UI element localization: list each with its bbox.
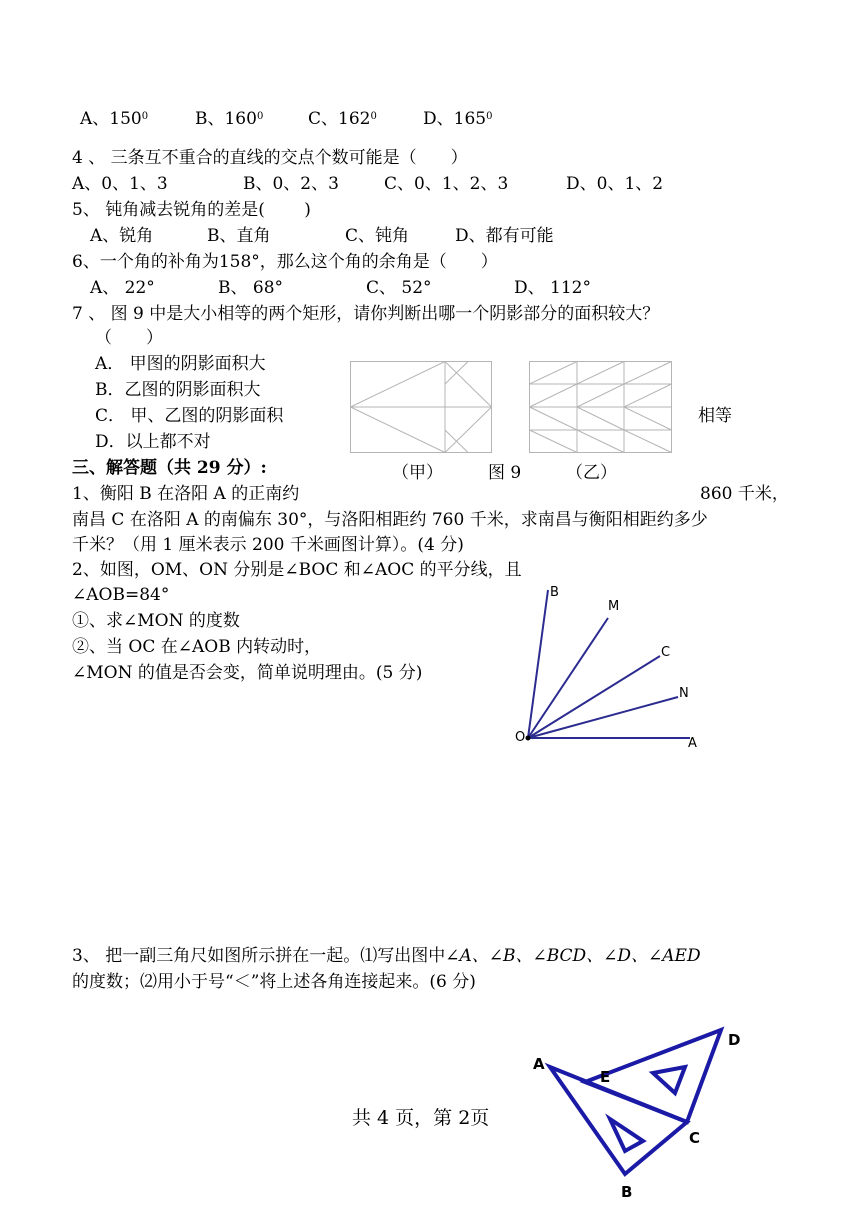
q6-option-b: B、 68° — [218, 278, 284, 298]
q7-stem: 7 、 图 9 中是大小相等的两个矩形，请你判断出哪一个阴影部分的面积较大？ — [72, 304, 660, 324]
p1-line1-start: 1、衡阳 B 在洛阳 A 的正南约 — [72, 484, 300, 504]
figure-9-caption: 图 9 — [488, 463, 522, 483]
p2-line2: ∠AOB=84° — [72, 585, 170, 605]
ray-c-label: C — [661, 645, 671, 660]
angle-bisector-figure — [510, 580, 710, 755]
q3-option-a: A、$150^0$ — [80, 109, 149, 129]
point-o-label: O — [515, 730, 526, 745]
vertex-c-label: C — [689, 1129, 701, 1147]
ray-b-label: B — [550, 585, 559, 600]
p2-line3: ①、求∠MON 的度数 — [72, 611, 240, 631]
q6-option-c: C、 52° — [366, 278, 432, 298]
vertex-d-label: D — [728, 1031, 741, 1049]
ray-n-label: N — [679, 686, 689, 701]
q4-option-a: A、0、1、3 — [72, 174, 168, 194]
q7-option-c: C． 甲、乙图的阴影面积 — [95, 406, 284, 426]
q7-option-d: D．以上都不对 — [95, 432, 211, 452]
figure-9-yi-label: （乙） — [566, 463, 617, 483]
q5-option-b: B、直角 — [207, 226, 271, 246]
p2-line5: ∠MON 的值是否会变，简单说明理由。(5 分) — [72, 663, 423, 683]
triangle-rulers-figure — [525, 1025, 755, 1205]
q5-stem: 5、 钝角减去锐角的差是( ) — [72, 200, 311, 220]
section-3-title: 三、解答题（共 29 分）: — [72, 458, 267, 478]
q5-option-c: C、钝角 — [345, 226, 410, 246]
figure-9-jia-label: （甲） — [392, 463, 443, 483]
q4-option-c: C、0、1、2、3 — [384, 174, 509, 194]
figure-9-jia — [350, 361, 492, 453]
ray-m-label: M — [608, 599, 620, 614]
q3-option-d: D、$165^0$ — [423, 109, 493, 129]
vertex-b-label: B — [621, 1183, 633, 1201]
q6-option-a: A、 22° — [90, 278, 155, 298]
figure-9-yi — [529, 361, 672, 453]
q7-answer-paren: （ ） — [95, 328, 163, 348]
q5-option-d: D、都有可能 — [455, 226, 554, 246]
vertex-a-label: A — [533, 1055, 545, 1073]
q6-stem: 6、一个角的补角为158°，那么这个角的余角是（ ） — [72, 252, 498, 272]
p3-line2: 的度数；⑵用小于号“＜”将上述各角连接起来。(6 分) — [72, 972, 476, 992]
q6-option-d: D、 112° — [514, 278, 591, 298]
q7-option-b: B．乙图的阴影面积大 — [95, 380, 261, 400]
vertex-e-label: E — [600, 1068, 611, 1086]
q7-option-a: A． 甲图的阴影面积大 — [95, 354, 266, 374]
p1-line3: 千米？（用 1 厘米表示 200 千米画图计算）。(4 分) — [72, 535, 464, 555]
page-footer: 共 4 页，第 2页 — [352, 1107, 490, 1129]
q4-option-b: B、0、2、3 — [243, 174, 339, 194]
p3-line1-text: 3、 把一副三角尺如图所示拼在一起。⑴写出图中 — [72, 946, 446, 966]
p1-line1-end: 860 千米， — [700, 484, 789, 504]
p2-line1: 2、如图，OM、ON 分别是∠BOC 和∠AOC 的平分线，且 — [72, 560, 522, 580]
p3-angle-list: ∠A、∠B、∠BCD、∠D、∠AED — [445, 946, 701, 966]
q5-option-a: A、锐角 — [90, 226, 154, 246]
p2-line4: ②、当 OC 在∠AOB 内转动时， — [72, 637, 322, 657]
q4-option-d: D、0、1、2 — [566, 174, 664, 194]
q4-stem: 4 、 三条互不重合的直线的交点个数可能是（ ） — [72, 148, 468, 168]
ray-a-label: A — [688, 736, 697, 751]
q7-option-c-tail: 相等 — [698, 406, 732, 426]
q3-option-b: B、$160^0$ — [195, 109, 264, 129]
p1-line2: 南昌 C 在洛阳 A 的南偏东 30°，与洛阳相距约 760 千米，求南昌与衡阳相距约多少 — [72, 510, 708, 530]
p3-line1 — [72, 944, 701, 968]
q3-option-c: C、$162^0$ — [308, 109, 377, 129]
